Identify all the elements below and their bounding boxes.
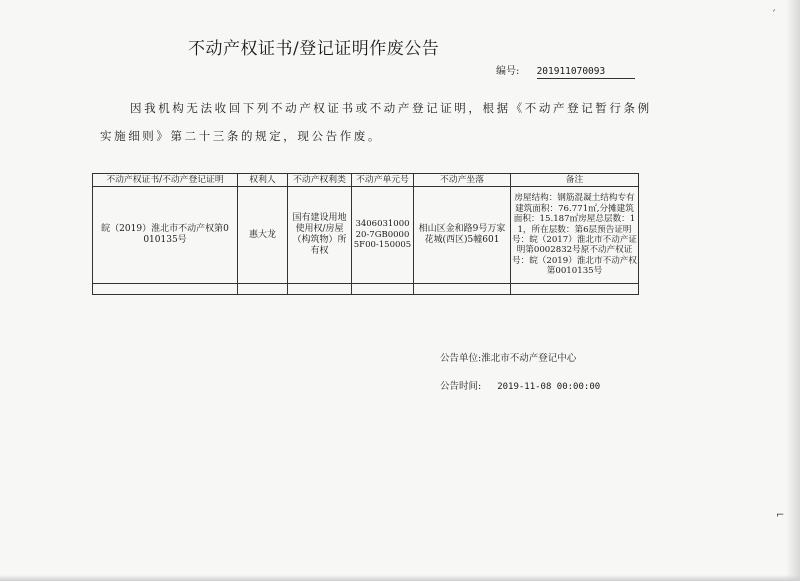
cell-cert: 皖（2019）淮北市不动产权第0010135号 — [93, 187, 238, 284]
cell-remark: 房屋结构：钢筋混凝土结构专有建筑面积：76.771㎡,分摊建筑面积：15.187㎡房屋总层数：11，所在层数：第6层预告证明号：皖（2017）淮北市不动产证明第0002832号原不动产权证号：皖（2019）淮北市不动产权第0010135号 — [511, 187, 639, 284]
cell-holder: 惠大龙 — [238, 187, 288, 284]
footer-time-value: 2019-11-08 00:00:00 — [497, 382, 601, 392]
table-empty-row — [93, 284, 639, 295]
paragraph-line-2: 实施细则》第二十三条的规定，现公告作废。 — [100, 129, 382, 143]
certificate-table — [92, 173, 639, 295]
header-cert: 不动产权证书/不动产登记证明 — [93, 174, 238, 187]
cell-location: 相山区金和路9号万家花城(西区)5幢601 — [414, 187, 511, 284]
header-remark: 备注 — [511, 174, 639, 187]
scan-mark-icon: ⌐ — [776, 510, 785, 521]
table-row — [93, 187, 639, 284]
header-right-type: 不动产权利类 — [288, 174, 352, 187]
doc-number — [496, 62, 635, 79]
scan-edge-shadow — [786, 0, 800, 581]
footer-time-label: 公告时间: — [440, 381, 482, 392]
doc-number-value: 201911070093 — [537, 66, 635, 79]
footer-unit — [440, 350, 576, 364]
footer-unit-value: 淮北市不动产登记中心 — [481, 353, 577, 364]
cell-unit-no: 340603100020-7GB00005F00-150005 — [352, 187, 414, 284]
page-title: 不动产权证书/登记证明作废公告 — [188, 39, 440, 59]
scan-edge-shadow-bottom — [0, 575, 800, 581]
header-holder: 权利人 — [238, 174, 288, 187]
table-header-row — [93, 174, 639, 187]
paragraph-line-1: 因我机构无法收回下列不动产权证书或不动产登记证明，根据《不动产登记暂行条例 — [130, 101, 652, 115]
footer-time — [440, 378, 600, 392]
doc-number-label: 编号: — [496, 66, 520, 77]
header-unit-no: 不动产单元号 — [352, 174, 414, 187]
scan-mark-icon: ´ — [771, 10, 776, 21]
footer-unit-label: 公告单位: — [440, 353, 482, 364]
header-location: 不动产坐落 — [414, 174, 511, 187]
cell-right-type: 国有建设用地使用权/房屋（构筑物）所有权 — [288, 187, 352, 284]
